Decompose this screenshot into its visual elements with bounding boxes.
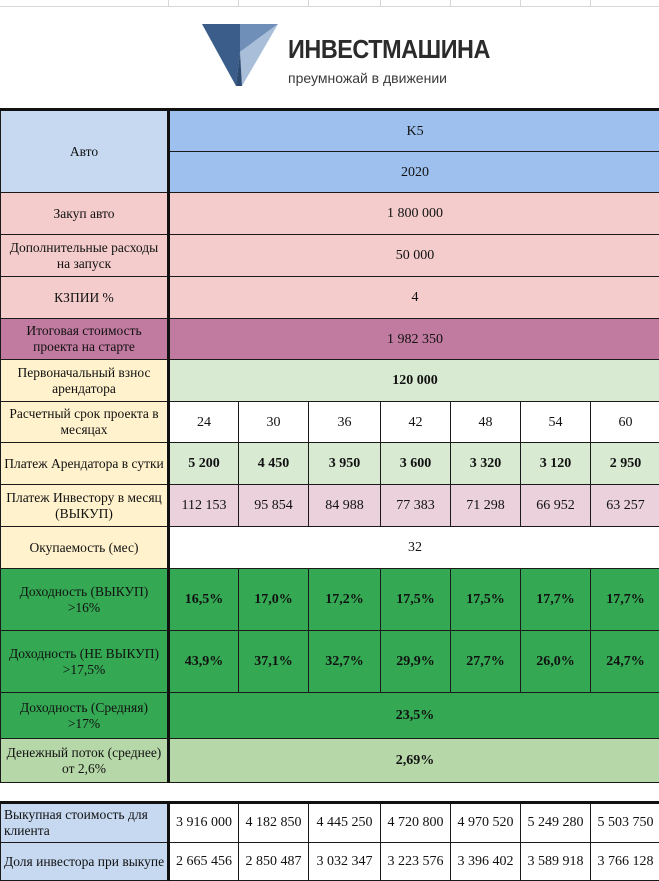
term-value: 30 (239, 402, 309, 443)
investor-share-value: 2 665 456 (169, 843, 239, 881)
yield-no-buyout-value: 24,7% (591, 631, 659, 693)
term-value: 42 (381, 402, 451, 443)
total-cost-value: 1 982 350 (169, 319, 659, 360)
kzpii-value: 4 (169, 277, 659, 319)
investor-payment-label: Платеж Инвестору в месяц (ВЫКУП) (1, 485, 169, 527)
extra-costs-label: Дополнительные расходы на запуск (1, 235, 169, 277)
daily-payment-value: 3 600 (381, 443, 451, 485)
yield-no-buyout-value: 43,9% (169, 631, 239, 693)
daily-payment-value: 3 120 (521, 443, 591, 485)
yield-no-buyout-value: 29,9% (381, 631, 451, 693)
investor-share-value: 2 850 487 (239, 843, 309, 881)
triangle-logo-icon (202, 24, 278, 90)
investor-share-value: 3 396 402 (451, 843, 521, 881)
daily-payment-value: 4 450 (239, 443, 309, 485)
yield-no-buyout-label: Доходность (НЕ ВЫКУП) >17,5% (1, 631, 169, 693)
daily-payment-value: 2 950 (591, 443, 659, 485)
payback-value: 32 (169, 527, 659, 569)
cash-flow-value: 2,69% (169, 739, 659, 783)
investor-payment-value: 71 298 (451, 485, 521, 527)
yield-no-buyout-value: 27,7% (451, 631, 521, 693)
yield-buyout-value: 17,7% (521, 569, 591, 631)
investor-payment-value: 112 153 (169, 485, 239, 527)
daily-payment-label: Платеж Арендатора в сутки (1, 443, 169, 485)
yield-buyout-value: 17,0% (239, 569, 309, 631)
investor-payment-value: 77 383 (381, 485, 451, 527)
buyout-price-value: 4 720 800 (381, 803, 451, 843)
investor-share-label: Доля инвестора при выкупе (1, 843, 169, 881)
brand-slogan: преумножай в движении (288, 70, 447, 86)
yield-avg-label: Доходность (Средняя) >17% (1, 693, 169, 739)
buyout-price-label: Выкупная стоимость для клиента (1, 803, 169, 843)
buyout-price-value: 5 503 750 (591, 803, 659, 843)
daily-payment-value: 3 320 (451, 443, 521, 485)
investor-payment-value: 84 988 (309, 485, 381, 527)
yield-buyout-value: 17,5% (451, 569, 521, 631)
car-model: K5 (169, 110, 659, 152)
yield-no-buyout-value: 37,1% (239, 631, 309, 693)
extra-costs-value: 50 000 (169, 235, 659, 277)
investor-share-value: 3 766 128 (591, 843, 659, 881)
buyout-table (0, 801, 659, 881)
car-year: 2020 (169, 152, 659, 193)
term-value: 24 (169, 402, 239, 443)
buyout-price-value: 4 970 520 (451, 803, 521, 843)
term-value: 60 (591, 402, 659, 443)
yield-buyout-value: 17,7% (591, 569, 659, 631)
daily-payment-value: 3 950 (309, 443, 381, 485)
investor-payment-value: 63 257 (591, 485, 659, 527)
cash-flow-label: Денежный поток (среднее) от 2,6% (1, 739, 169, 783)
yield-no-buyout-value: 32,7% (309, 631, 381, 693)
term-value: 36 (309, 402, 381, 443)
buyout-price-value: 5 249 280 (521, 803, 591, 843)
investor-share-value: 3 032 347 (309, 843, 381, 881)
yield-buyout-value: 17,2% (309, 569, 381, 631)
kzpii-label: КЗПИИ % (1, 277, 169, 319)
yield-no-buyout-value: 26,0% (521, 631, 591, 693)
yield-avg-value: 23,5% (169, 693, 659, 739)
investment-table (0, 108, 659, 783)
yield-buyout-value: 16,5% (169, 569, 239, 631)
buyout-price-value: 4 445 250 (309, 803, 381, 843)
term-label: Расчетный срок проекта в месяцах (1, 402, 169, 443)
spreadsheet-top-gridline (0, 0, 659, 7)
daily-payment-value: 5 200 (169, 443, 239, 485)
down-payment-value: 120 000 (169, 360, 659, 402)
brand-name: ИНВЕСТМАШИНА (288, 34, 490, 65)
payback-label: Окупаемость (мес) (1, 527, 169, 569)
yield-buyout-label: Доходность (ВЫКУП) >16% (1, 569, 169, 631)
investor-share-value: 3 589 918 (521, 843, 591, 881)
buyout-price-value: 4 182 850 (239, 803, 309, 843)
purchase-value: 1 800 000 (169, 193, 659, 235)
buyout-price-value: 3 916 000 (169, 803, 239, 843)
yield-buyout-value: 17,5% (381, 569, 451, 631)
total-cost-label: Итоговая стоимость проекта на старте (1, 319, 169, 360)
investor-share-value: 3 223 576 (381, 843, 451, 881)
term-value: 54 (521, 402, 591, 443)
down-payment-label: Первоначальный взнос арендатора (1, 360, 169, 402)
investor-payment-value: 66 952 (521, 485, 591, 527)
investor-payment-value: 95 854 (239, 485, 309, 527)
auto-label: Авто (1, 110, 169, 193)
purchase-label: Закуп авто (1, 193, 169, 235)
term-value: 48 (451, 402, 521, 443)
company-logo (200, 22, 500, 92)
